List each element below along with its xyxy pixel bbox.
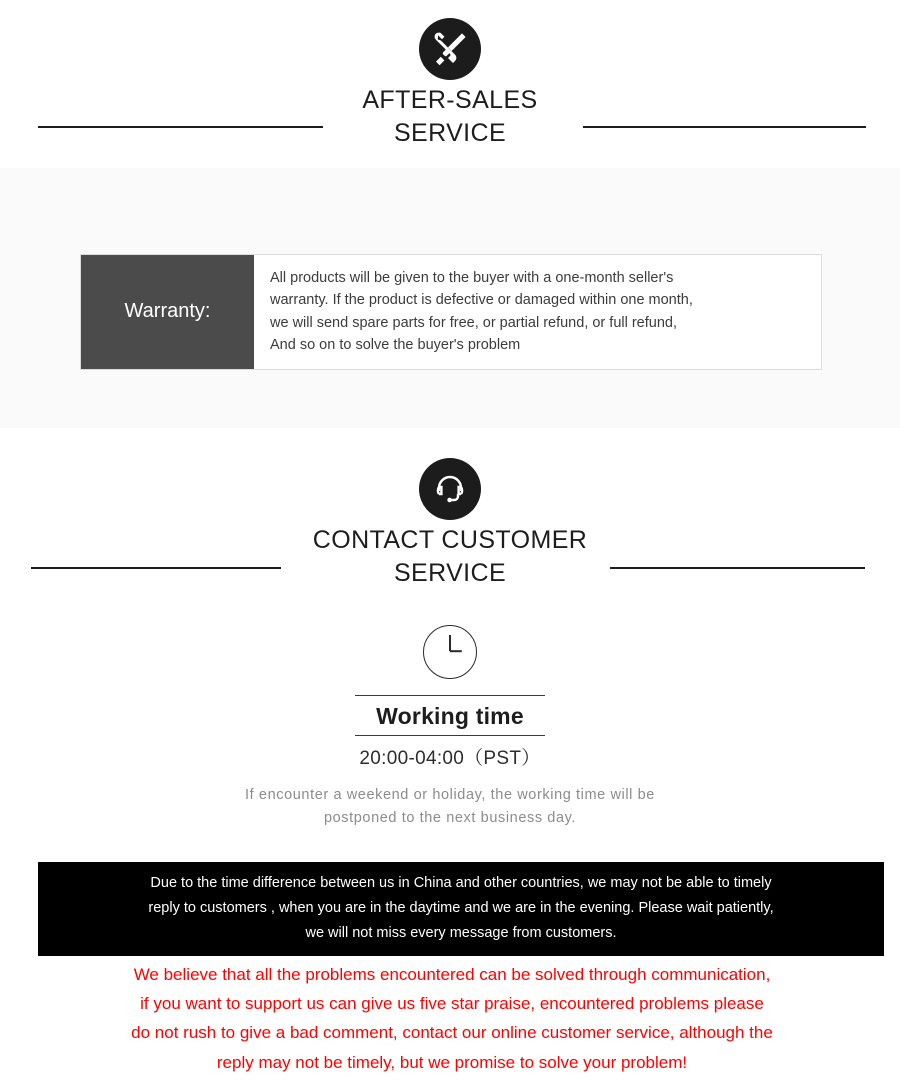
working-time-note-line1: If encounter a weekend or holiday, the working time will be: [245, 787, 655, 803]
communication-notice-line1: We believe that all the problems encountered can be solved through communication,: [133, 965, 771, 984]
communication-notice-line2: if you want to support us can give us five star praise, encountered problems please: [140, 994, 764, 1014]
warranty-panel: [0, 168, 900, 428]
contact-service-title-line1: CONTACT CUSTOMER: [312, 526, 588, 554]
clock-minute-hand: [449, 635, 451, 651]
contact-rule-right: [610, 567, 865, 569]
time-difference-notice-line1: Due to the time difference between us in China and other countries, we may not be able to timely: [150, 875, 772, 891]
working-time-title: Working time: [376, 703, 524, 729]
warranty-line-2: warranty. If the product is defective or damaged within one month,: [270, 292, 693, 309]
time-difference-notice-line2: reply to customers , when you are in the daytime and we are in the evening. Please wait patiently,: [148, 899, 774, 916]
clock-icon: [423, 625, 477, 679]
contact-service-title-line2: SERVICE: [393, 559, 507, 587]
after-sales-header: [0, 18, 900, 150]
communication-notice: [28, 960, 876, 1077]
after-sales-title-line1: AFTER-SALES: [362, 86, 538, 114]
communication-notice-line4: reply may not be timely, but we promise to solve your problem!: [216, 1052, 688, 1072]
warranty-box: [80, 254, 822, 370]
after-sales-rule-left: [38, 126, 323, 128]
contact-service-section: [0, 458, 900, 590]
contact-service-header: [0, 458, 900, 590]
after-sales-title-line2: SERVICE: [393, 119, 507, 147]
warranty-line-3: we will send spare parts for free, or partial refund, or full refund,: [270, 314, 677, 331]
working-time-hours: 20:00-04:00（PST）: [359, 748, 541, 769]
contact-rule-left: [31, 567, 281, 569]
after-sales-section: [0, 18, 900, 150]
tools-icon: [419, 18, 481, 80]
contact-service-title: [0, 524, 900, 590]
communication-notice-line3: do not rush to give a bad comment, contact our online customer service, although the: [131, 1023, 773, 1043]
working-time-section: [0, 625, 900, 830]
time-difference-notice-line3: we will not miss every message from customers.: [305, 924, 617, 941]
headset-icon: [419, 458, 481, 520]
clock-hour-hand: [450, 650, 462, 652]
after-sales-title: [0, 84, 900, 150]
warranty-label: Warranty:: [81, 255, 254, 369]
warranty-line-4: And so on to solve the buyer's problem: [270, 337, 521, 354]
after-sales-rule-right: [583, 126, 866, 128]
warranty-line-1: All products will be given to the buyer with a one-month seller's: [270, 270, 674, 286]
time-difference-notice: [38, 862, 884, 956]
working-time-note: [0, 784, 900, 830]
working-time-note-line2: postponed to the next business day.: [323, 810, 577, 827]
warranty-text: [254, 255, 821, 369]
